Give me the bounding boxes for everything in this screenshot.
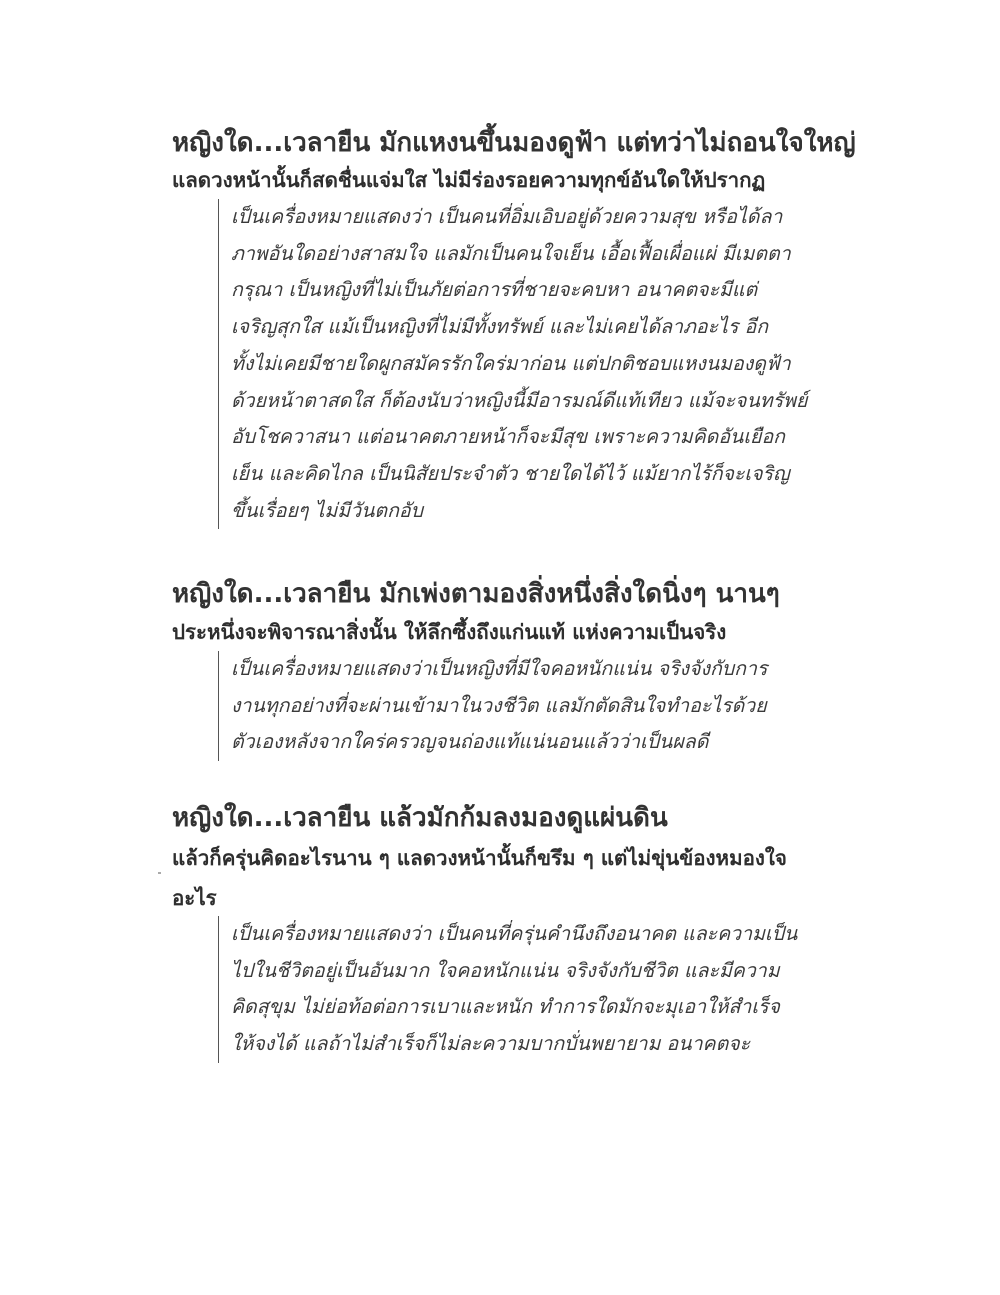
section-body bbox=[218, 916, 797, 1063]
body-line: ด้วยหน้าตาสดใส ก็ต้องนับว่าหญิงนี้มีอารมณ์ดีแท้เทียว แม้จะจนทรัพย์ bbox=[231, 388, 808, 412]
body-line: ขึ้นเรื่อยๆ ไม่มีวันตกอับ bbox=[231, 498, 423, 522]
body-line: เป็นเครื่องหมายแสดงว่าเป็นหญิงที่มีใจคอหนักแน่น จริงจังกับการ bbox=[231, 657, 768, 680]
body-line: เย็น และคิดไกล เป็นนิสัยประจำตัว ชายใดได้ไว้ แม้ยากไร้ก็จะเจริญ bbox=[231, 461, 790, 485]
section-body bbox=[218, 199, 807, 529]
body-line: ไปในชีวิตอยู่เป็นอันมาก ใจคอหนักแน่น จริงจังกับชีวิต และมีความ bbox=[231, 958, 780, 982]
section-subheading: แลดวงหน้านั้นก็สดชื่นแจ่มใส ไม่มีร่องรอยความทุกข์อันใดให้ปรากฏ bbox=[172, 168, 766, 192]
body-line: เป็นเครื่องหมายแสดงว่า เป็นคนที่อิ่มเอิบอยู่ด้วยความสุข หรือได้ลา bbox=[231, 205, 783, 228]
body-line: กรุณา เป็นหญิงที่ไม่เป็นภัยต่อการที่ชายจะคบหา อนาคตจะมีแต่ bbox=[231, 278, 758, 302]
section-heading: หญิงใด...เวลายืน มักแหงนขึ้นมองดูฟ้า แต่ทว่าไม่ถอนใจใหญ่ bbox=[172, 128, 856, 158]
body-line: ตัวเองหลังจากใคร่ครวญจนถ่องแท้แน่นอนแล้วว่าเป็นผลดี bbox=[231, 730, 709, 754]
body-line: งานทุกอย่างที่จะผ่านเข้ามาในวงชีวิต แลมักตัดสินใจทำอะไรด้วย bbox=[231, 693, 767, 717]
body-line: อับโชควาสนา แต่อนาคตภายหน้าก็จะมีสุข เพราะความคิดอันเยือก bbox=[231, 425, 785, 449]
section-heading: หญิงใด...เวลายืน มักเพ่งตามองสิ่งหนึ่งสิ่งใดนิ่งๆ นานๆ bbox=[172, 579, 780, 609]
body-line: ให้จงได้ แลถ้าไม่สำเร็จก็ไม่ละความบากบั่นพยายาม อนาคตจะ bbox=[231, 1032, 751, 1056]
body-line: เจริญสุกใส แม้เป็นหญิงที่ไม่มีทั้งทรัพย์ และไม่เคยได้ลาภอะไร อีก bbox=[231, 315, 769, 339]
section-body bbox=[218, 651, 767, 761]
body-line: ทั้งไม่เคยมีชายใดผูกสมัครรักใคร่มาก่อน แต่ปกติชอบแหงนมองดูฟ้า bbox=[231, 351, 791, 375]
section-heading: หญิงใด...เวลายืน แล้วมักก้มลงมองดูแผ่นดิน bbox=[172, 803, 668, 833]
section-subheading: ประหนึ่งจะพิจารณาสิ่งนั้น ให้ลึกซึ้งถึงแก่นแท้ แห่งความเป็นจริง bbox=[172, 620, 727, 644]
body-line: คิดสุขุม ไม่ย่อท้อต่อการเบาและหนัก ทำการใดมักจะมุเอาให้สำเร็จ bbox=[231, 995, 780, 1019]
section-subheading: แล้วก็ครุ่นคิดอะไรนาน ๆ แลดวงหน้านั้นก็ขรึม ๆ แต่ไม่ขุ่นข้องหมองใจอะไร bbox=[172, 846, 787, 910]
body-line: ภาพอันใดอย่างสาสมใจ แลมักเป็นคนใจเย็น เอื้อเฟื้อเผื่อแผ่ มีเมตตา bbox=[231, 241, 791, 265]
body-line: เป็นเครื่องหมายแสดงว่า เป็นคนที่ครุ่นคำนึงถึงอนาคต และความเป็น bbox=[231, 922, 798, 945]
scan-speck bbox=[158, 872, 161, 874]
